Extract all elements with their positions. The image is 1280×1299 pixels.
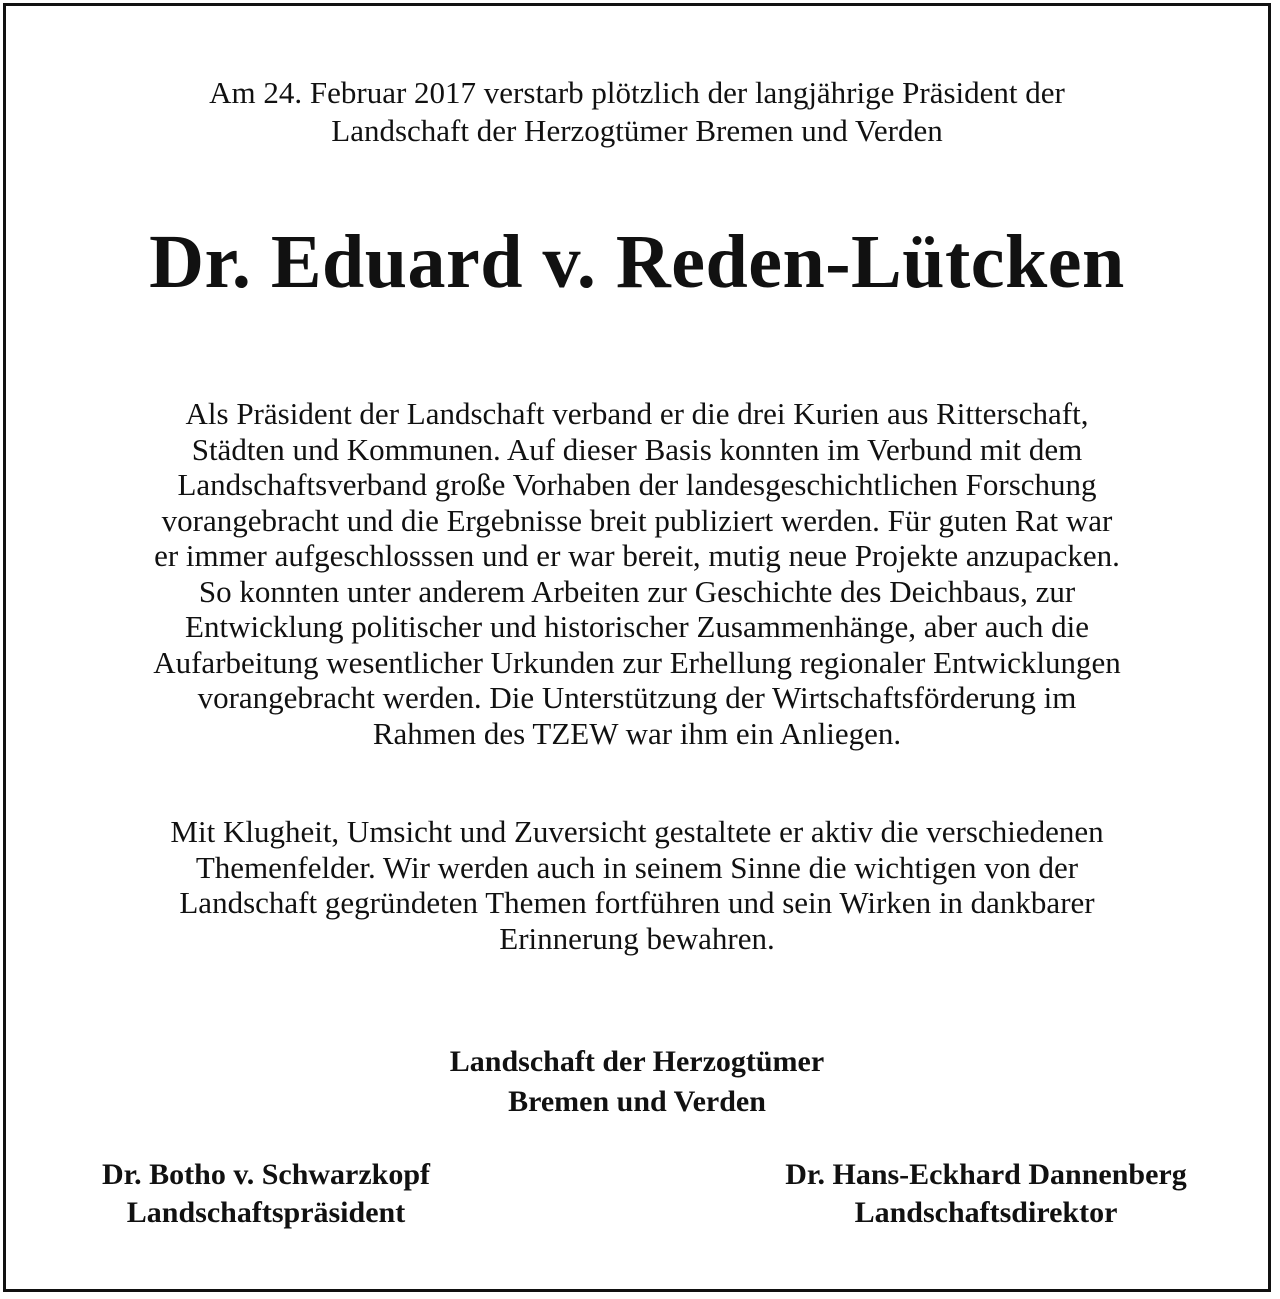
- paragraph-line: Rahmen des TZEW war ihm ein Anliegen.: [372, 715, 902, 751]
- paragraph-line: Städten und Kommunen. Auf dieser Basis konnten im Verbund mit dem: [191, 431, 1083, 467]
- organization-line-1: Landschaft der Herzogtümer: [449, 1045, 825, 1078]
- signer-president: [56, 1156, 476, 1232]
- intro-line-2: Landschaft der Herzogtümer Bremen und Verden: [331, 113, 943, 148]
- paragraph-line: Aufarbeitung wesentlicher Urkunden zur Erhellung regionaler Entwicklungen: [153, 644, 1121, 680]
- paragraph-line: er immer aufgeschlosssen und er war bereit, mutig neue Projekte anzupacken.: [154, 538, 1120, 573]
- body-paragraph-2: [6, 814, 1268, 956]
- paragraph-line: vorangebracht werden. Die Unterstützung der Wirtschaftsförderung im: [197, 680, 1077, 715]
- signer-director: [736, 1156, 1236, 1232]
- obituary-frame: [3, 3, 1271, 1292]
- signer-title: Landschaftsdirektor: [854, 1196, 1118, 1229]
- signer-name: Dr. Hans-Eckhard Dannenberg: [785, 1158, 1187, 1191]
- paragraph-line: Landschaftsverband große Vorhaben der landesgeschichtlichen Forschung: [177, 467, 1097, 502]
- signer-name: Dr. Botho v. Schwarzkopf: [101, 1158, 431, 1191]
- organization-name: [6, 1042, 1268, 1122]
- paragraph-line: So konnten unter anderem Arbeiten zur Geschichte des Deichbaus, zur: [198, 573, 1076, 609]
- body-paragraph-1: [6, 396, 1268, 751]
- paragraph-line: Als Präsident der Landschaft verband er die drei Kurien aus Ritterschaft,: [185, 396, 1089, 431]
- paragraph-line: Entwicklung politischer und historischer Zusammenhänge, aber auch die: [185, 609, 1089, 644]
- paragraph-line: Mit Klugheit, Umsicht und Zuversicht gestaltete er aktiv die verschiedenen: [170, 814, 1104, 849]
- intro-text: [6, 74, 1268, 150]
- organization-line-2: Bremen und Verden: [508, 1085, 766, 1118]
- intro-line-1: Am 24. Februar 2017 verstarb plötzlich der langjährige Präsident der: [209, 75, 1065, 110]
- signer-title: Landschaftspräsident: [126, 1196, 406, 1229]
- paragraph-line: Erinnerung bewahren.: [499, 920, 775, 956]
- paragraph-line: Landschaft gegründeten Themen fortführen und sein Wirken in dankbarer: [179, 885, 1095, 920]
- paragraph-line: Themenfelder. Wir werden auch in seinem Sinne die wichtigen von der: [195, 849, 1079, 885]
- paragraph-line: vorangebracht und die Ergebnisse breit publiziert werden. Für guten Rat war: [161, 502, 1113, 538]
- deceased-name: Dr. Eduard v. Reden-Lütcken: [149, 220, 1125, 304]
